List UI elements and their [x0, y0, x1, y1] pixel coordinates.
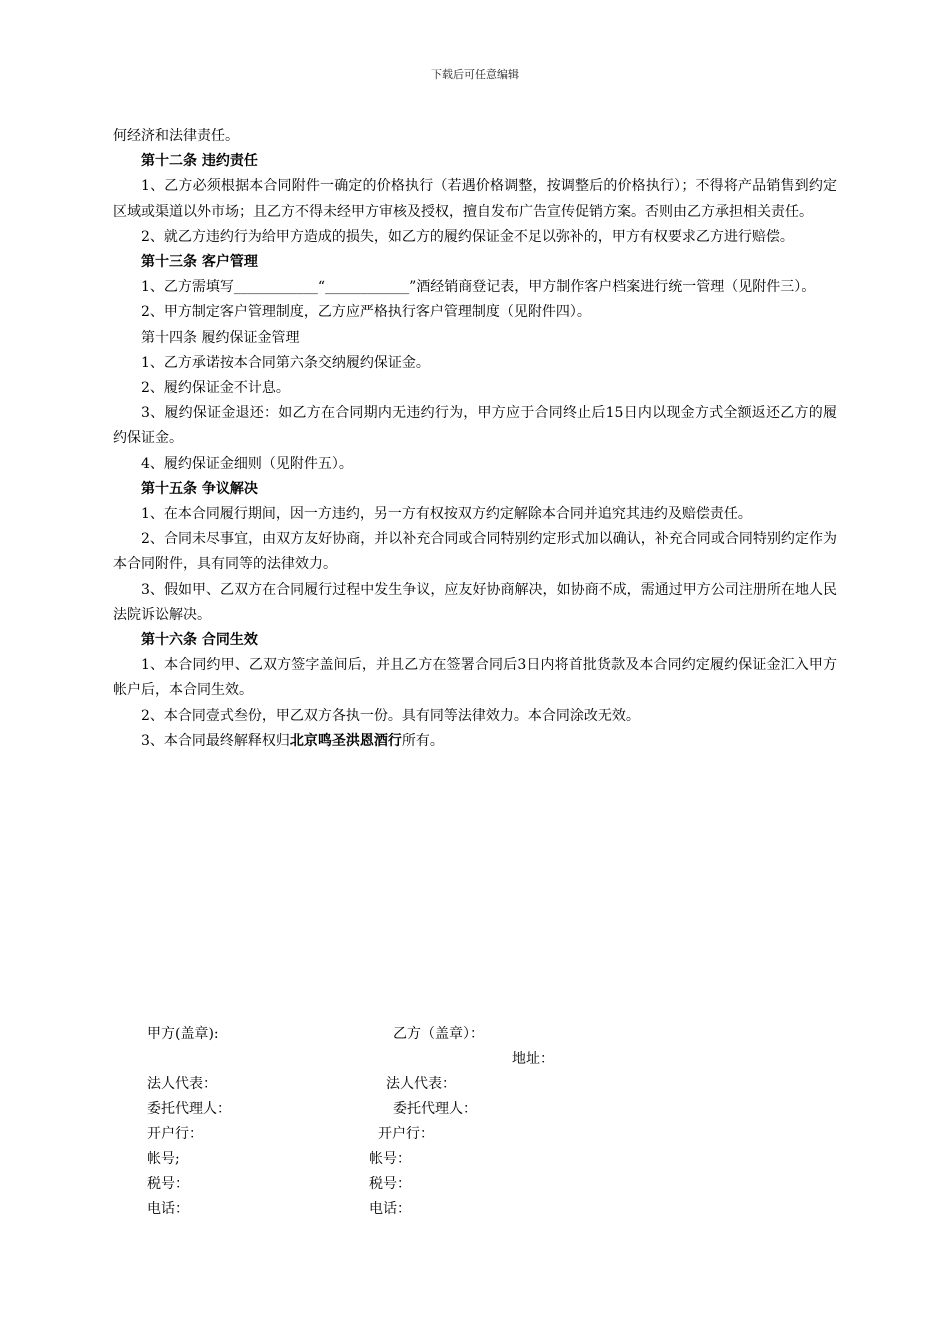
- party-a-legal-rep-label: 法人代表：: [147, 1076, 217, 1092]
- address-label: 地址：: [512, 1051, 554, 1067]
- article-13-clause-1: 1、乙方需填写____________“____________”酒经销商登记表，甲方制作客户档案进行统一管理（见附件三）。: [141, 279, 816, 296]
- party-a-phone-label: 电话：: [147, 1201, 189, 1217]
- party-b-phone-label: 电话：: [369, 1201, 411, 1217]
- article-13-title: 第十三条 客户管理: [141, 254, 258, 271]
- article-14-clause-2: 2、履约保证金不计息。: [141, 380, 290, 397]
- article-12-title: 第十二条 违约责任: [141, 153, 258, 170]
- party-b-agent-label: 委托代理人：: [393, 1101, 477, 1117]
- article-14-clause-3: 3、履约保证金退还：如乙方在合同期内无违约行为，甲方应于合同终止后15日内以现金方式全额返还乙方的履约保证金。: [113, 405, 837, 447]
- party-a-seal-label: 甲方(盖章):: [147, 1026, 219, 1042]
- article-15-clause-1: 1、在本合同履行期间，因一方违约，另一方有权按双方约定解除本合同并追究其违约及赔偿责任。: [141, 506, 752, 523]
- article-15-clause-2: 2、合同未尽事宜，由双方友好协商，并以补充合同或合同特别约定形式加以确认，补充合同或合同特别约定作为本合同附件，具有同等的法律效力。: [113, 531, 837, 573]
- article-16-title: 第十六条 合同生效: [141, 632, 258, 649]
- article-15-clause-3: 3、假如甲、乙双方在合同履行过程中发生争议，应友好协商解决，如协商不成，需通过甲方公司注册所在地人民法院诉讼解决。: [113, 581, 837, 623]
- article-16-clause-3: [113, 729, 837, 754]
- clause-3-prefix: 3、本合同最终解释权归: [141, 732, 290, 749]
- party-b-tax-label: 税号：: [369, 1176, 411, 1192]
- contract-body: [113, 124, 837, 754]
- party-b-seal-label: 乙方（盖章）：: [393, 1026, 484, 1042]
- intro-text: 何经济和法律责任。: [113, 128, 239, 144]
- party-a-tax-label: 税号：: [147, 1176, 189, 1192]
- article-16-clause-1: 1、本合同约甲、乙双方签字盖间后，并且乙方在签署合同后3日内将首批货款及本合同约定履约保证金汇入甲方帐户后，本合同生效。: [113, 657, 837, 699]
- party-b-bank-label: 开户行：: [378, 1126, 434, 1142]
- page-header: 下载后可任意编辑: [431, 68, 519, 81]
- article-15-title: 第十五条 争议解决: [141, 480, 258, 497]
- company-name: 北京鸣圣洪恩酒行: [289, 732, 402, 749]
- party-a-bank-label: 开户行：: [147, 1126, 203, 1142]
- party-b-account-label: 帐号：: [369, 1151, 411, 1167]
- party-a-account-label: 帐号;: [147, 1151, 180, 1167]
- article-14-clause-1: 1、乙方承诺按本合同第六条交纳履约保证金。: [141, 354, 430, 371]
- article-16-clause-2: 2、本合同壹式叁份，甲乙双方各执一份。具有同等法律效力。本合同涂改无效。: [141, 707, 640, 724]
- article-12-clause-2: 2、就乙方违约行为给甲方造成的损失，如乙方的履约保证金不足以弥补的，甲方有权要求乙方进行赔偿。: [141, 228, 794, 245]
- article-13-clause-2: 2、甲方制定客户管理制度，乙方应严格执行客户管理制度（见附件四）。: [141, 304, 591, 321]
- clause-3-suffix: 所有。: [401, 732, 444, 749]
- article-12-clause-1: 1、乙方必须根据本合同附件一确定的价格执行（若遇价格调整，按调整后的价格执行）；不得将产品销售到约定区域或渠道以外市场；且乙方不得未经甲方审核及授权，擅自发布广告宣传促销方案。否则由乙方承担相关责任。: [113, 178, 837, 220]
- party-a-agent-label: 委托代理人：: [147, 1101, 231, 1117]
- article-14-title: 第十四条 履约保证金管理: [141, 329, 300, 346]
- party-b-legal-rep-label: 法人代表：: [386, 1076, 456, 1092]
- article-14-clause-4: 4、履约保证金细则（见附件五）。: [141, 455, 353, 472]
